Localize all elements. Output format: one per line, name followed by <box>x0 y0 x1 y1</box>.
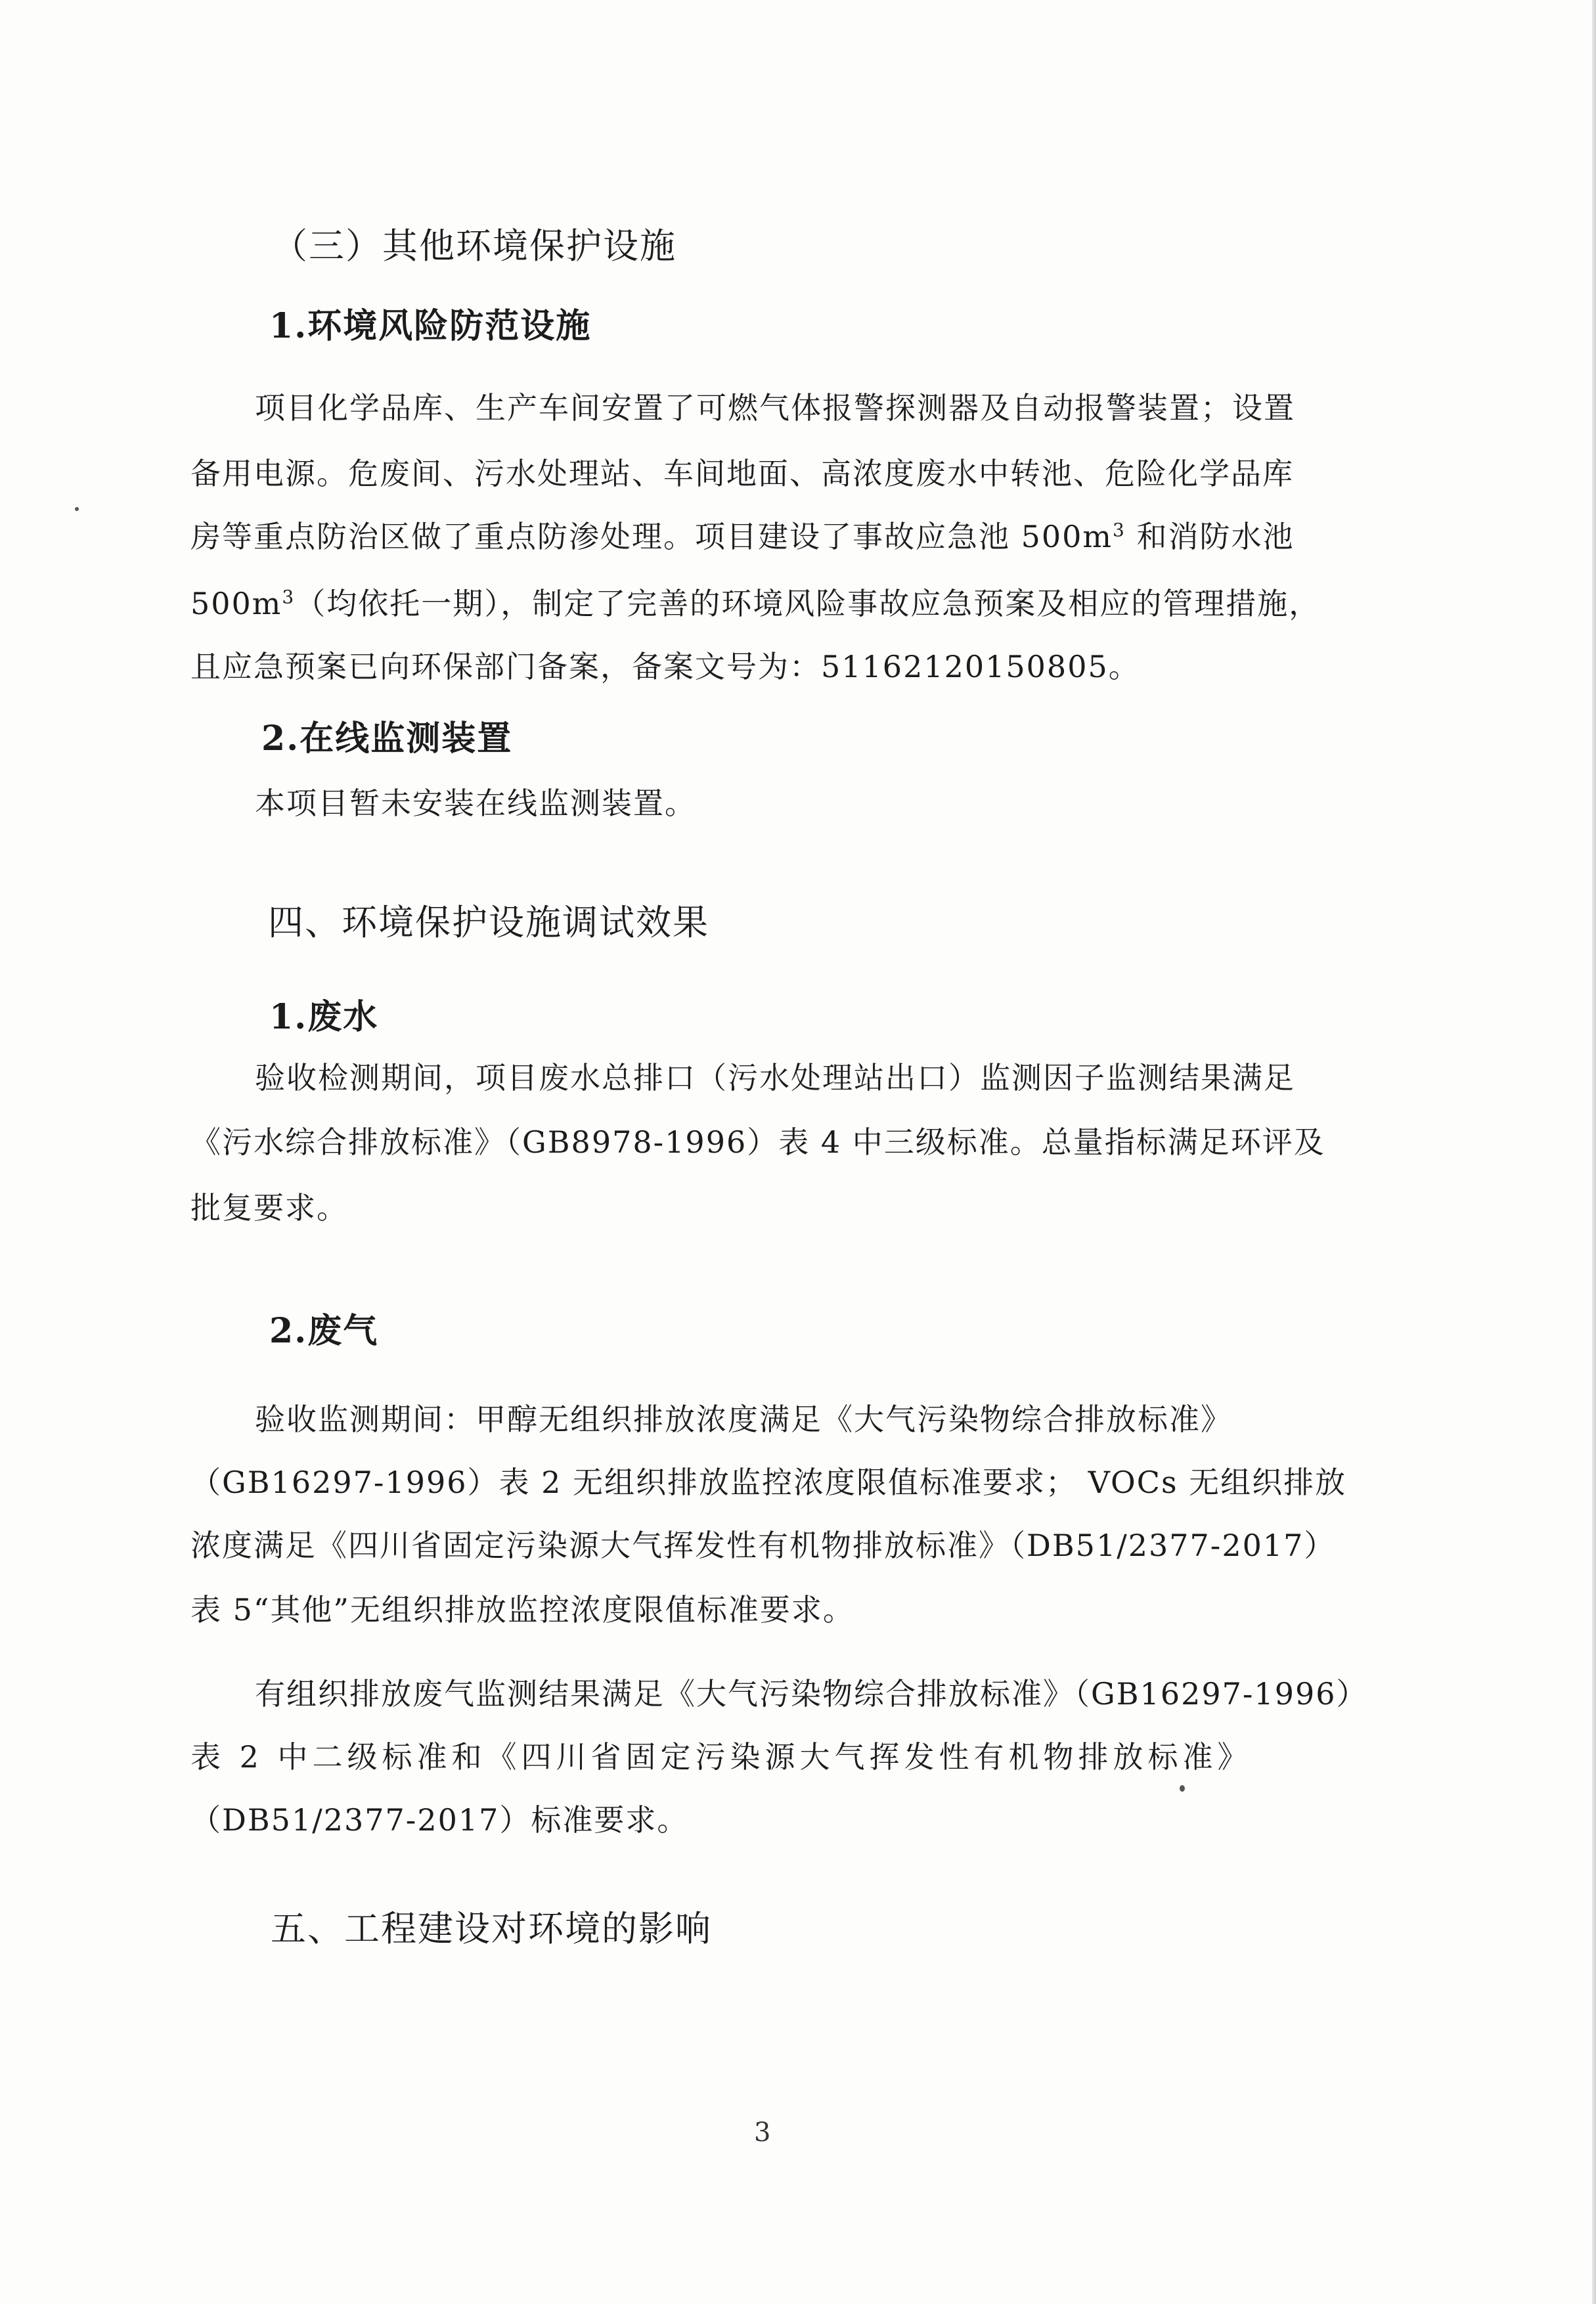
paragraph-line: 本项目暂未安装在线监测装置。 <box>255 786 696 821</box>
paragraph-line: $500m^3$（均依托一期），制定了完善的环境风险事故应急预案及相应的管理措施， <box>190 586 1321 621</box>
paragraph-line: 房等重点防治区做了重点防渗处理。项目建设了事故应急池 $500m^3$ 和消防水池 <box>190 519 1295 554</box>
paragraph-line: 备用电源。危废间、污水处理站、车间地面、高浓度废水中转池、危险化学品库 <box>190 456 1294 491</box>
paragraph-line: 验收检测期间，项目废水总排口（污水处理站出口）监测因子监测结果满足 <box>255 1060 1295 1096</box>
section-4-title: 四、环境保护设施调试效果 <box>268 902 709 943</box>
subsection-3-1-title: 1.环境风险防范设施 <box>269 306 592 346</box>
section-3-title: （三）其他环境保护设施 <box>272 225 676 267</box>
paragraph-line: 且应急预案已向环保部门备案，备案文号为：51162120150805。 <box>190 649 1140 684</box>
subsection-4-2-title: 2.废气 <box>269 1311 379 1351</box>
subsection-4-1-title: 1.废水 <box>269 997 379 1037</box>
paragraph-line: 批复要求。 <box>190 1190 348 1226</box>
subsection-3-2-title: 2.在线监测装置 <box>261 719 513 759</box>
scan-speck <box>75 507 79 511</box>
scan-edge <box>1592 0 1596 2304</box>
paragraph-line: 有组织排放废气监测结果满足《大气污染物综合排放标准》（GB16297-1996） <box>255 1676 1368 1712</box>
paragraph-line: （GB16297-1996）表 2 无组织排放监控浓度限值标准要求； VOCs 无组织排放 <box>190 1465 1347 1500</box>
paragraph-line: 验收监测期间：甲醇无组织排放浓度满足《大气污染物综合排放标准》 <box>255 1402 1232 1437</box>
paragraph-line: 表 2 中二级标准和《四川省固定污染源大气挥发性有机物排放标准》 <box>190 1739 1252 1775</box>
paragraph-line: 浓度满足《四川省固定污染源大气挥发性有机物排放标准》（DB51/2377-2017） <box>190 1528 1336 1563</box>
paragraph-line: 项目化学品库、生产车间安置了可燃气体报警探测器及自动报警装置；设置 <box>255 390 1295 426</box>
paragraph-line: 表 5“其他”无组织排放监控浓度限值标准要求。 <box>190 1592 854 1628</box>
paragraph-line: （DB51/2377-2017）标准要求。 <box>190 1802 689 1838</box>
page-number: 3 <box>754 2117 771 2148</box>
paragraph-line: 《污水综合排放标准》（GB8978-1996）表 4 中三级标准。总量指标满足环评及 <box>190 1124 1325 1160</box>
section-5-title: 五、工程建设对环境的影响 <box>271 1908 712 1949</box>
scan-speck <box>1180 1785 1185 1792</box>
